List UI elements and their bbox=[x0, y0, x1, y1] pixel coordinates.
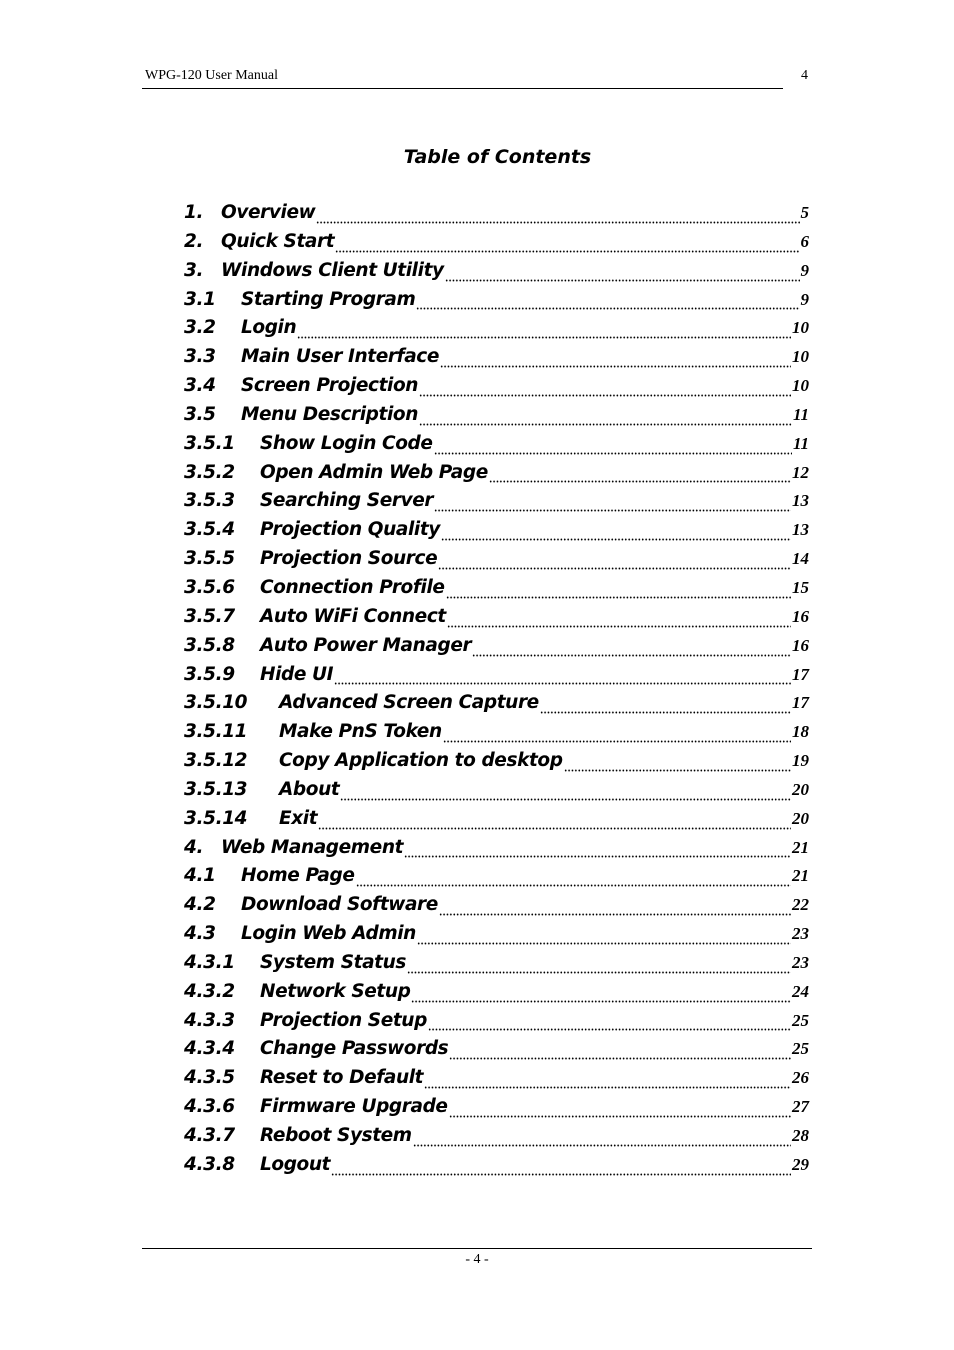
toc-entry-number: 3.5.4 bbox=[184, 519, 235, 541]
toc-dot-leader bbox=[446, 585, 791, 599]
toc-entry-title: Reset to Default bbox=[260, 1067, 424, 1089]
toc-dot-leader bbox=[447, 614, 791, 628]
toc-dot-leader bbox=[443, 729, 791, 743]
toc-entry-number: 4.3.6 bbox=[184, 1096, 235, 1118]
toc-dot-leader bbox=[445, 268, 800, 282]
toc-entry-page: 13 bbox=[792, 491, 809, 511]
toc-entry[interactable] bbox=[184, 317, 809, 346]
toc-entry-number: 3.5.1 bbox=[184, 432, 235, 454]
toc-entry-title: Advanced Screen Capture bbox=[279, 692, 539, 714]
toc-entry-page: 22 bbox=[792, 895, 809, 915]
toc-entry-title: Exit bbox=[279, 807, 318, 829]
toc-entry-page: 23 bbox=[792, 924, 809, 944]
toc-dot-leader bbox=[472, 643, 791, 657]
toc-dot-leader bbox=[419, 412, 792, 426]
toc-entry[interactable] bbox=[184, 375, 809, 404]
toc-dot-leader bbox=[356, 873, 791, 887]
toc-entry[interactable] bbox=[184, 635, 809, 664]
toc-entry-title: Make PnS Token bbox=[279, 721, 442, 743]
toc-dot-leader bbox=[434, 441, 792, 455]
toc-entry-page: 16 bbox=[792, 606, 809, 626]
toc-entry-page: 24 bbox=[792, 981, 809, 1001]
toc-entry[interactable] bbox=[184, 1067, 809, 1096]
toc-entry[interactable] bbox=[184, 1010, 809, 1039]
toc-dot-leader bbox=[318, 816, 791, 830]
toc-entry[interactable] bbox=[184, 692, 809, 721]
footer-page-label: - 4 - bbox=[465, 1252, 489, 1267]
toc-dot-leader bbox=[335, 239, 799, 253]
toc-entry-title: Firmware Upgrade bbox=[260, 1096, 448, 1118]
toc-dot-leader bbox=[449, 1104, 791, 1118]
toc-entry-title: Auto Power Manager bbox=[260, 634, 472, 656]
toc-dot-leader bbox=[434, 498, 791, 512]
toc-entry-number: 1. bbox=[184, 202, 204, 223]
toc-entry-number: 3.4 bbox=[184, 375, 216, 397]
toc-entry[interactable] bbox=[184, 894, 809, 923]
toc-entry-page: 21 bbox=[792, 837, 809, 857]
toc-entry-title: Open Admin Web Page bbox=[260, 461, 488, 483]
toc-entry-title: Main User Interface bbox=[241, 346, 440, 368]
toc-entry-title: Home Page bbox=[241, 865, 355, 887]
toc-entry-title: Quick Start bbox=[221, 230, 335, 252]
running-header-page-number: 4 bbox=[801, 68, 808, 83]
toc-entry-title: Screen Projection bbox=[241, 375, 419, 397]
toc-dot-leader bbox=[417, 931, 791, 945]
toc-entry[interactable] bbox=[184, 433, 809, 462]
toc-entry-title: Copy Application to desktop bbox=[279, 750, 563, 772]
toc-dot-leader bbox=[407, 960, 791, 974]
toc-entry-number: 3. bbox=[184, 259, 204, 281]
toc-dot-leader bbox=[419, 383, 791, 397]
toc-entry-page: 26 bbox=[792, 1068, 809, 1088]
toc-dot-leader bbox=[404, 844, 791, 858]
toc-entry-number: 4.3.5 bbox=[184, 1067, 235, 1089]
toc-entry-page: 19 bbox=[792, 751, 809, 771]
toc-entry[interactable] bbox=[184, 462, 809, 491]
toc-entry-title: Starting Program bbox=[241, 288, 416, 310]
toc-dot-leader bbox=[331, 1162, 791, 1176]
toc-entry-title: Auto WiFi Connect bbox=[260, 605, 446, 627]
toc-entry-number: 4. bbox=[184, 836, 204, 858]
toc-entry-number: 3.5.8 bbox=[184, 634, 235, 656]
toc-entry[interactable] bbox=[184, 289, 809, 318]
toc-entry-title: Projection Source bbox=[260, 548, 438, 570]
toc-entry-page: 28 bbox=[792, 1126, 809, 1145]
toc-entry[interactable] bbox=[184, 923, 809, 952]
toc-dot-leader bbox=[428, 1017, 791, 1031]
toc-entry[interactable] bbox=[184, 1125, 809, 1154]
toc-dot-leader bbox=[449, 1046, 791, 1060]
toc-entry[interactable] bbox=[184, 1096, 809, 1125]
toc-entry-title: Network Setup bbox=[260, 980, 411, 1002]
toc-dot-leader bbox=[411, 989, 791, 1003]
toc-entry[interactable] bbox=[184, 606, 809, 635]
toc-entry-page: 21 bbox=[792, 866, 809, 886]
toc-entry-number: 4.3.8 bbox=[184, 1153, 235, 1175]
toc-dot-leader bbox=[439, 902, 791, 916]
toc-heading: Table of Contents bbox=[403, 146, 592, 168]
toc-dot-leader bbox=[564, 758, 791, 772]
toc-entry-page: 12 bbox=[792, 462, 809, 482]
toc-entry-title: Projection Quality bbox=[260, 519, 440, 541]
toc-dot-leader bbox=[316, 210, 799, 224]
toc-entry[interactable] bbox=[184, 1154, 809, 1183]
toc-dot-leader bbox=[334, 671, 791, 685]
toc-entry-page: 27 bbox=[792, 1097, 809, 1117]
toc-entry[interactable] bbox=[184, 750, 809, 779]
toc-entry-number: 2. bbox=[184, 230, 204, 252]
toc-entry-number: 3.5.14 bbox=[184, 807, 248, 829]
toc-entry-title: About bbox=[279, 778, 340, 800]
toc-entry-number: 4.3.7 bbox=[184, 1125, 235, 1146]
toc-entry-page: 25 bbox=[792, 1039, 809, 1059]
toc-entry-page: 15 bbox=[792, 577, 809, 597]
toc-dot-leader bbox=[440, 354, 791, 368]
toc-entry-title: Logout bbox=[260, 1153, 331, 1175]
toc-entry-title: Hide UI bbox=[260, 663, 334, 685]
toc-entry[interactable] bbox=[184, 231, 809, 260]
toc-entry-title: Reboot System bbox=[260, 1125, 412, 1146]
toc-entry-number: 3.5.7 bbox=[184, 605, 235, 627]
toc-entry[interactable] bbox=[184, 548, 809, 577]
toc-entry-page: 5 bbox=[800, 203, 809, 222]
toc-dot-leader bbox=[424, 1075, 791, 1089]
toc-dot-leader bbox=[489, 469, 791, 483]
toc-entry-number: 3.5.12 bbox=[184, 750, 248, 772]
toc-entry-number: 3.1 bbox=[184, 288, 216, 310]
toc-entry-number: 3.5.2 bbox=[184, 461, 235, 483]
toc-entry-number: 3.5.10 bbox=[184, 692, 248, 714]
toc-entry[interactable] bbox=[184, 981, 809, 1010]
toc-entry[interactable] bbox=[184, 346, 809, 375]
toc-entry-page: 20 bbox=[792, 808, 809, 828]
toc-entry[interactable] bbox=[184, 837, 809, 866]
toc-entry[interactable] bbox=[184, 1038, 809, 1067]
table-of-contents bbox=[184, 202, 809, 1183]
toc-dot-leader bbox=[416, 296, 799, 310]
toc-entry-number: 4.1 bbox=[184, 865, 216, 887]
toc-entry-title: Login bbox=[241, 317, 297, 339]
toc-dot-leader bbox=[340, 787, 791, 801]
toc-entry-page: 9 bbox=[800, 289, 809, 309]
toc-entry-page: 13 bbox=[792, 520, 809, 540]
toc-entry-title: Login Web Admin bbox=[241, 923, 416, 945]
toc-entry[interactable] bbox=[184, 404, 809, 433]
toc-entry[interactable] bbox=[184, 664, 809, 693]
toc-entry[interactable] bbox=[184, 202, 809, 231]
toc-entry-page: 10 bbox=[792, 318, 809, 338]
toc-entry-page: 25 bbox=[792, 1010, 809, 1030]
toc-dot-leader bbox=[540, 700, 791, 714]
toc-dot-leader bbox=[413, 1133, 791, 1147]
toc-entry-number: 3.5.11 bbox=[184, 721, 248, 743]
toc-entry-title: Download Software bbox=[241, 894, 438, 916]
toc-entry-number: 3.5.5 bbox=[184, 548, 235, 570]
toc-entry-number: 4.3 bbox=[184, 923, 216, 945]
toc-entry[interactable] bbox=[184, 577, 809, 606]
toc-entry-page: 11 bbox=[792, 404, 809, 424]
toc-entry[interactable] bbox=[184, 952, 809, 981]
toc-entry-number: 3.5 bbox=[184, 403, 216, 425]
toc-entry-page: 9 bbox=[800, 260, 809, 280]
toc-entry-title: Show Login Code bbox=[260, 432, 433, 454]
toc-entry-page: 18 bbox=[792, 722, 809, 742]
toc-entry[interactable] bbox=[184, 260, 809, 289]
toc-dot-leader bbox=[441, 527, 791, 541]
toc-entry[interactable] bbox=[184, 490, 809, 519]
toc-entry-number: 4.3.3 bbox=[184, 1009, 235, 1031]
toc-entry[interactable] bbox=[184, 779, 809, 808]
toc-entry-number: 4.3.4 bbox=[184, 1038, 235, 1060]
toc-entry-number: 4.3.1 bbox=[184, 951, 235, 973]
toc-entry-title: System Status bbox=[260, 951, 406, 973]
toc-entry-number: 3.2 bbox=[184, 317, 216, 339]
toc-entry-number: 3.5.3 bbox=[184, 490, 235, 512]
toc-entry-title: Menu Description bbox=[241, 403, 418, 425]
footer-divider bbox=[142, 1248, 812, 1249]
toc-entry-number: 4.2 bbox=[184, 894, 216, 916]
toc-entry-page: 29 bbox=[792, 1154, 809, 1174]
toc-entry-number: 3.5.13 bbox=[184, 778, 248, 800]
toc-entry-number: 3.5.6 bbox=[184, 576, 235, 598]
toc-entry-page: 11 bbox=[792, 433, 809, 453]
toc-entry-page: 20 bbox=[792, 779, 809, 799]
toc-entry-title: Projection Setup bbox=[260, 1009, 427, 1031]
toc-entry-title: Web Management bbox=[221, 836, 404, 858]
toc-entry-title: Change Passwords bbox=[260, 1038, 449, 1060]
running-header-title: WPG-120 User Manual bbox=[145, 68, 278, 83]
toc-entry[interactable] bbox=[184, 865, 809, 894]
toc-entry-number: 3.3 bbox=[184, 346, 216, 368]
toc-dot-leader bbox=[297, 325, 791, 339]
header-divider bbox=[142, 88, 783, 89]
toc-entry-title: Overview bbox=[221, 202, 316, 223]
toc-entry[interactable] bbox=[184, 808, 809, 837]
toc-entry-page: 16 bbox=[792, 635, 809, 655]
toc-entry[interactable] bbox=[184, 519, 809, 548]
toc-entry-title: Connection Profile bbox=[260, 576, 445, 598]
toc-entry-number: 3.5.9 bbox=[184, 663, 235, 685]
toc-dot-leader bbox=[438, 556, 791, 570]
toc-entry-page: 17 bbox=[792, 693, 809, 713]
toc-entry-page: 6 bbox=[800, 231, 809, 251]
toc-entry[interactable] bbox=[184, 721, 809, 750]
toc-entry-page: 10 bbox=[792, 376, 809, 396]
toc-entry-title: Searching Server bbox=[260, 490, 434, 512]
toc-entry-title: Windows Client Utility bbox=[221, 259, 444, 281]
toc-entry-page: 23 bbox=[792, 952, 809, 972]
toc-entry-page: 10 bbox=[792, 347, 809, 367]
toc-entry-page: 17 bbox=[792, 664, 809, 684]
toc-entry-page: 14 bbox=[792, 549, 809, 569]
toc-entry-number: 4.3.2 bbox=[184, 980, 235, 1002]
